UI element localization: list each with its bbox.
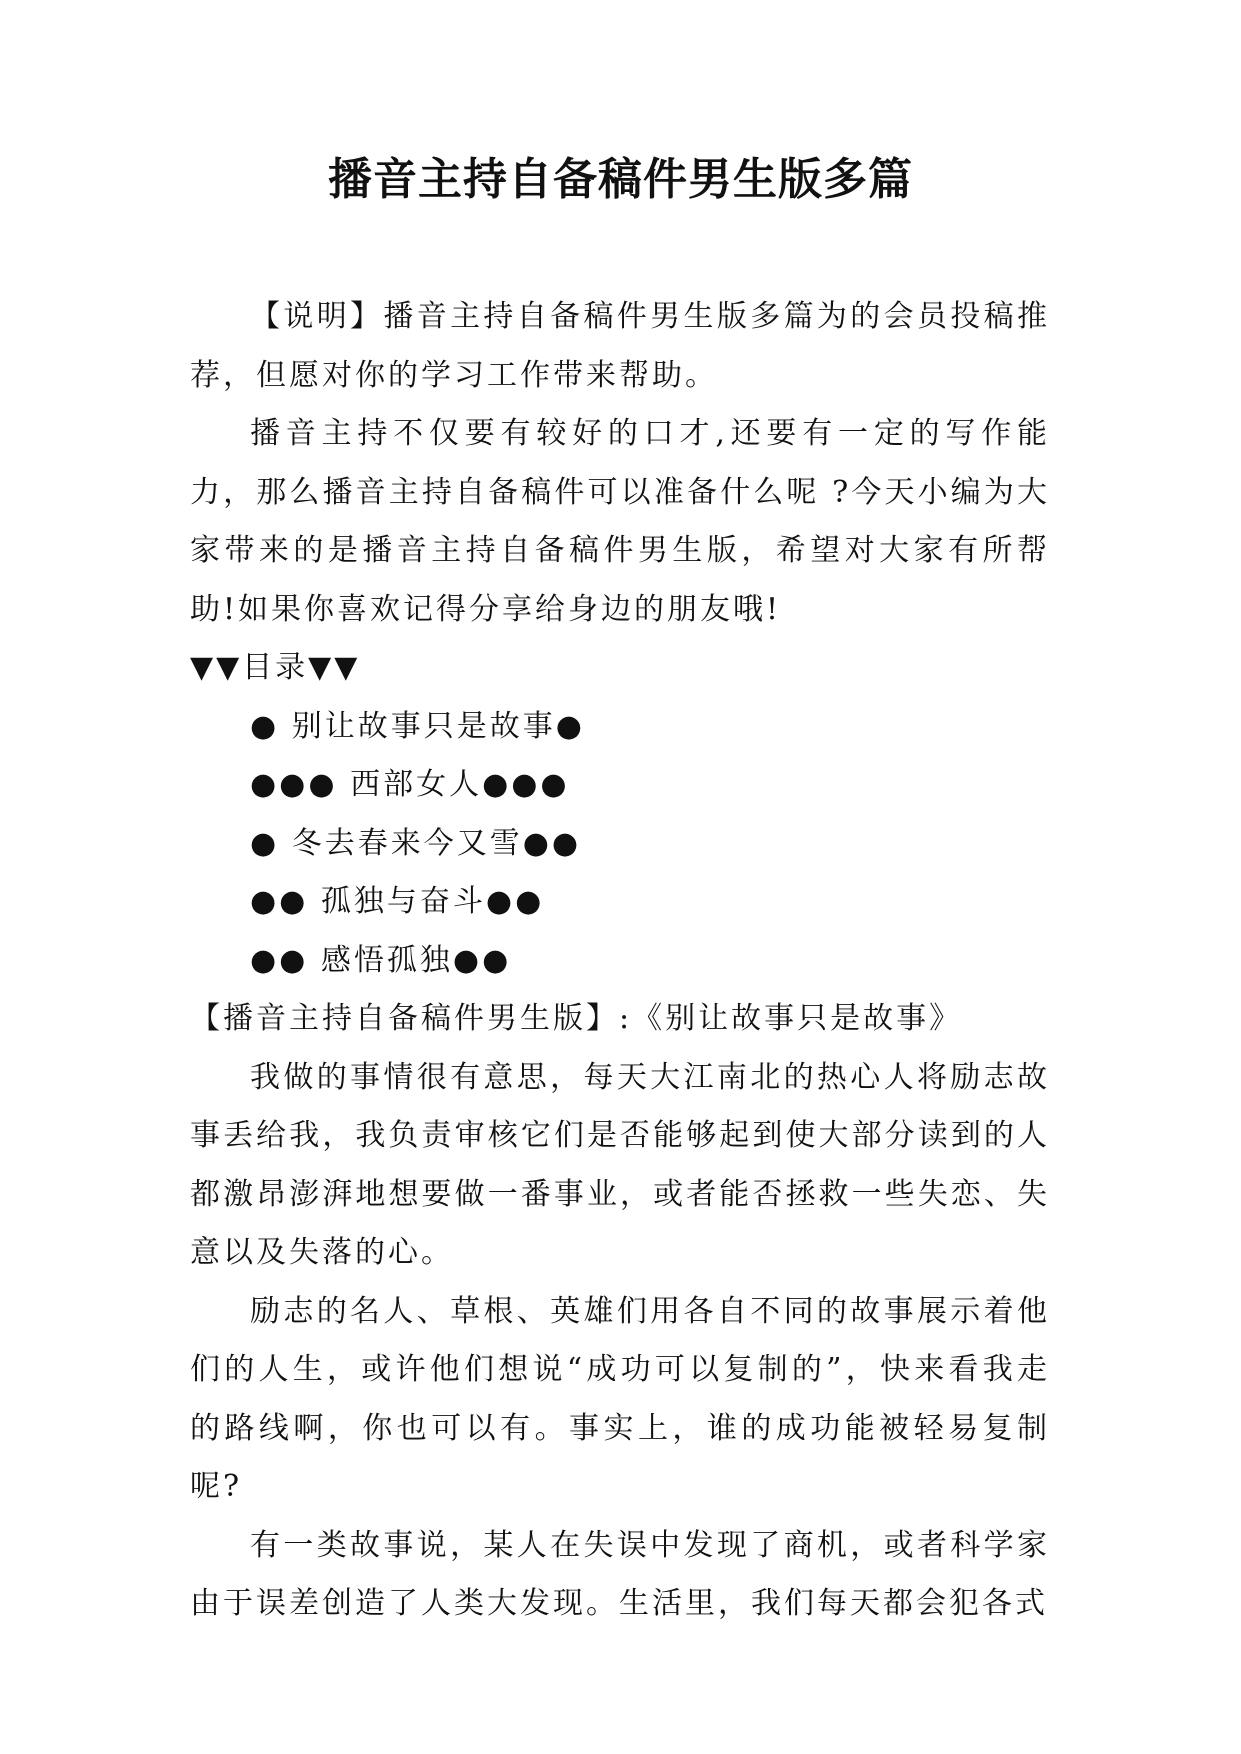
- table-of-contents: [190, 698, 1050, 991]
- body-paragraph: 励志的名人、草根、英雄们用各自不同的故事展示着他们的人生，或许他们想说“成功可以复制的”，快来看我走的路线啊，你也可以有。事实上，谁的成功能被轻易复制呢?: [190, 1293, 1050, 1504]
- body-paragraph: 有一类故事说，某人在失误中发现了商机，或者科学家由于误差创造了人类大发现。生活里，我们每天都会犯各式: [190, 1527, 1050, 1621]
- toc-item: ●● 孤独与奋斗●●: [250, 884, 545, 919]
- toc-item: ●● 感悟孤独●●: [250, 942, 512, 978]
- document-title: 播音主持自备稿件男生版多篇: [328, 154, 913, 205]
- toc-label: ▼▼目录▼▼: [190, 650, 361, 685]
- toc-item: ● 别让故事只是故事●: [250, 708, 585, 744]
- toc-item: ● 冬去春来今又雪●●: [250, 825, 582, 861]
- intro-paragraph: 播音主持不仅要有较好的口才,还要有一定的写作能力，那么播音主持自备稿件可以准备什么呢 ?今天小编为大家带来的是播音主持自备稿件男生版，希望对大家有所帮助!如果你喜欢记得分享给身边的朋友哦!: [190, 416, 1050, 627]
- toc-item: ●●● 西部女人●●●: [250, 767, 570, 802]
- body-paragraph: 我做的事情很有意思，每天大江南北的热心人将励志故事丢给我，我负责审核它们是否能够起到使大部分读到的人都激昂澎湃地想要做一番事业，或者能否拯救一些失恋、失意以及失落的心。: [190, 1059, 1050, 1270]
- section-heading: 【播音主持自备稿件男生版】:《别让故事只是故事》: [190, 1001, 963, 1036]
- document-body: [190, 288, 1050, 1634]
- intro-paragraph: 【说明】播音主持自备稿件男生版多篇为的会员投稿推荐，但愿对你的学习工作带来帮助。: [190, 299, 1050, 393]
